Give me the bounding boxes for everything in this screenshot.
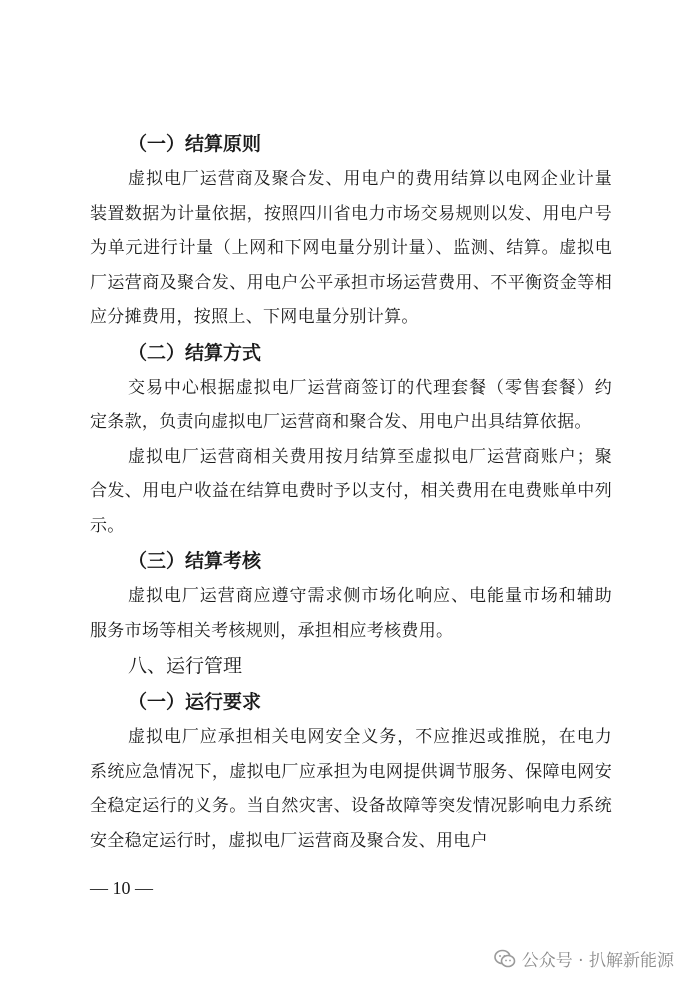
watermark [494, 946, 674, 971]
section-heading-operation-requirements: （一）运行要求 [128, 691, 262, 713]
section-heading-settlement-principle: （一）结算原则 [128, 133, 262, 155]
section-heading-settlement-method: （二）结算方式 [128, 341, 262, 364]
paragraph-settlement-principle: 虚拟电厂运营商及聚合发、用电户的费用结算以电网企业计量装置数据为计量依据，按照四川省电力市场交易规则以发、用电户号为单元进行计量（上网和下网电量分别计量）、监测、结算。虚拟电厂运营商及聚合发、用电户公平承担市场运营费用、不平衡资金等相应分摊费用，按照上、下网电量分别计算。 [90, 169, 612, 327]
paragraph-settlement-assessment: 虚拟电厂运营商应遵守需求侧市场化响应、电能量市场和辅助服务市场等相关考核规则，承担相应考核费用。 [90, 586, 612, 641]
section-heading-settlement-assessment: （三）结算考核 [128, 550, 262, 572]
paragraph-operation-requirements: 虚拟电厂应承担相关电网安全义务，不应推迟或推脱，在电力系统应急情况下，虚拟电厂应承担为电网提供调节服务、保障电网安全稳定运行的义务。当自然灾害、设备故障等突发情况影响电力系统安全稳定运行时，虚拟电厂运营商及聚合发、用电户 [90, 727, 612, 851]
document-body [90, 126, 612, 858]
wechat-icon [494, 949, 516, 969]
paragraph-settlement-method-2: 虚拟电厂运营商相关费用按月结算至虚拟电厂运营商账户；聚合发、用电户收益在结算电费时予以支付，相关费用在电费账单中列示。 [90, 446, 612, 536]
page-number: — 10 — [90, 878, 153, 898]
paragraph-settlement-method-1: 交易中心根据虚拟电厂运营商签订的代理套餐（零售套餐）约定条款，负责向虚拟电厂运营商和聚合发、用电户出具结算依据。 [90, 377, 612, 432]
watermark-text: 公众号 · 扒解新能源 [521, 951, 674, 971]
chapter-title-operation-management: 八、运行管理 [128, 655, 243, 677]
